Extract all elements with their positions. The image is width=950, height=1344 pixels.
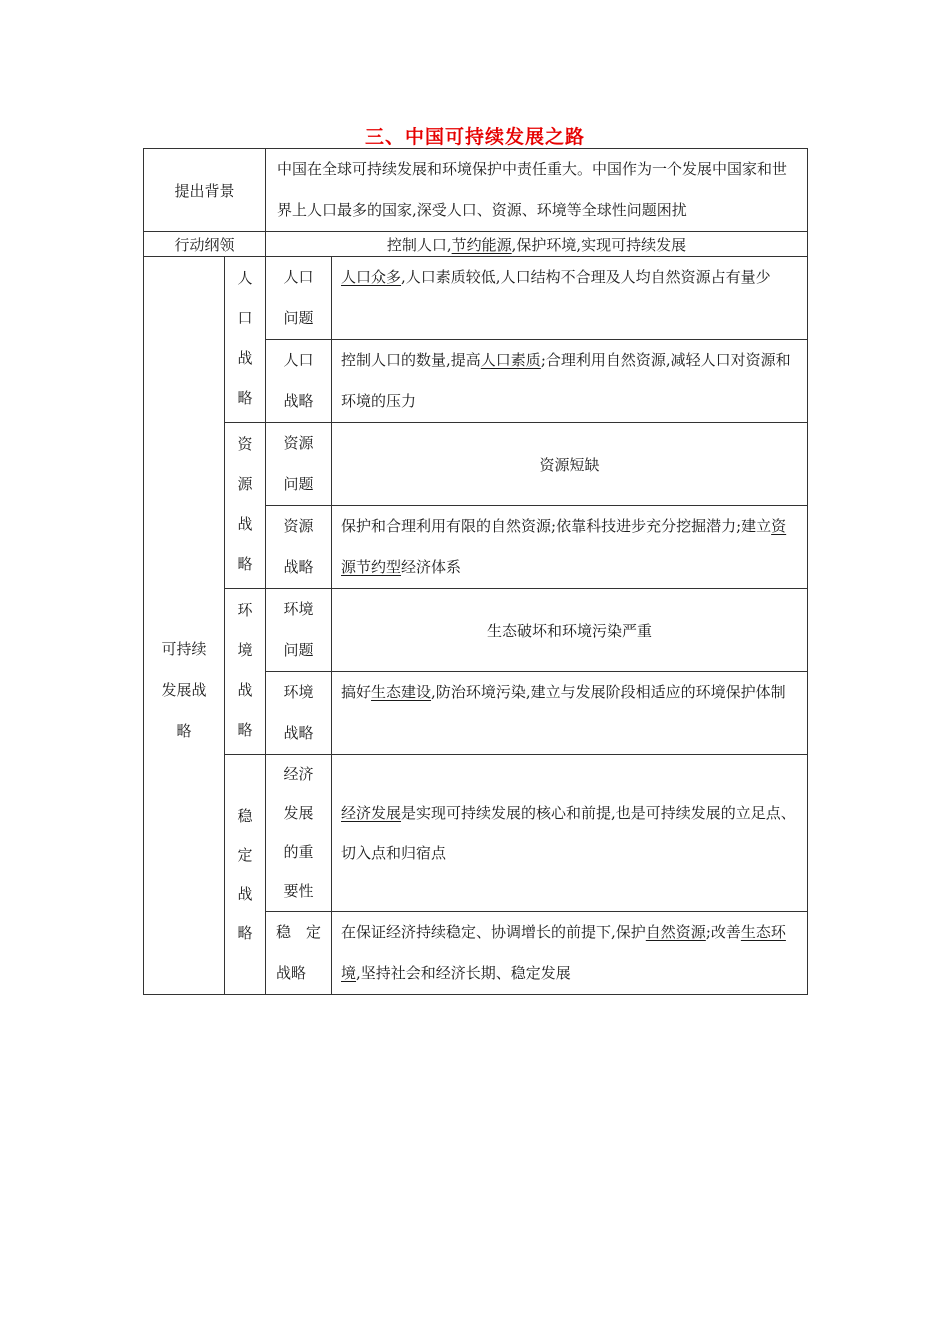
strategy-label: 可持续发展战略 [144, 257, 225, 995]
stability-importance-row [144, 755, 808, 912]
resource-problem-label: 资源问题 [266, 423, 332, 506]
program-label: 行动纲领 [144, 232, 266, 257]
resource-problem-row [144, 423, 808, 506]
page-title: 三、中国可持续发展之路 [364, 126, 585, 148]
environment-problem-row [144, 589, 808, 672]
stability-strategy-text: 在保证经济持续稳定、协调增长的前提下,保护自然资源;改善生态环境,坚持社会和经济长期、稳定发展 [332, 912, 808, 995]
environment-problem-text: 生态破坏和环境污染严重 [332, 589, 808, 672]
population-group: 人口战略 [225, 257, 266, 423]
stability-importance-text: 经济发展是实现可持续发展的核心和前提,也是可持续发展的立足点、切入点和归宿点 [332, 755, 808, 912]
background-text: 中国在全球可持续发展和环境保护中责任重大。中国作为一个发展中国家和世界上人口最多的国家,深受人口、资源、环境等全球性问题困扰 [266, 149, 808, 232]
program-text: 控制人口,节约能源,保护环境,实现可持续发展 [266, 232, 808, 257]
stability-importance-label: 经济发展的重要性 [266, 755, 332, 912]
resource-problem-text: 资源短缺 [332, 423, 808, 506]
environment-group: 环境战略 [225, 589, 266, 755]
stability-strategy-label: 稳 定 战略 [266, 912, 332, 995]
population-problem-label: 人口问题 [266, 257, 332, 340]
environment-problem-label: 环境问题 [266, 589, 332, 672]
resource-group: 资源战略 [225, 423, 266, 589]
sustainable-development-table [143, 148, 808, 995]
population-strategy-text: 控制人口的数量,提高人口素质;合理利用自然资源,减轻人口对资源和环境的压力 [332, 340, 808, 423]
resource-strategy-text: 保护和合理利用有限的自然资源;依靠科技进步充分挖掘潜力;建立资源节约型经济体系 [332, 506, 808, 589]
population-strategy-label: 人口战略 [266, 340, 332, 423]
environment-strategy-text: 搞好生态建设,防治环境污染,建立与发展阶段相适应的环境保护体制 [332, 672, 808, 755]
population-problem-text: 人口众多,人口素质较低,人口结构不合理及人均自然资源占有量少 [332, 257, 808, 340]
resource-strategy-label: 资源战略 [266, 506, 332, 589]
population-problem-row [144, 257, 808, 340]
background-row [144, 149, 808, 232]
background-label: 提出背景 [144, 149, 266, 232]
program-row [144, 232, 808, 257]
environment-strategy-label: 环境战略 [266, 672, 332, 755]
stability-group: 稳定战略 [225, 755, 266, 995]
